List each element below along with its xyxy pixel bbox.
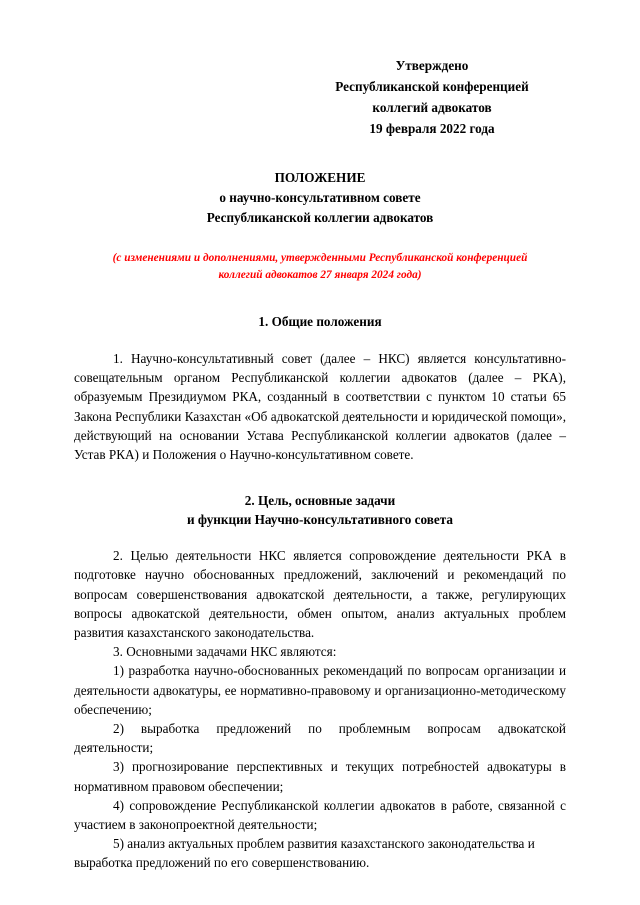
section-2-list-item-1: 1) разработка научно-обоснованных рекомендаций по вопросам организации и деятельности адвокатуры, ее нормативно-правовому и организационно-методическому обеспечению; xyxy=(74,663,566,717)
section-heading-2-line-2: и функции Научно-консультативного совета xyxy=(187,512,453,528)
document-subtitle-1: о научно-консультативном совете xyxy=(219,190,421,205)
section-heading-2-line-1: 2. Цель, основные задачи xyxy=(244,493,396,509)
approval-block xyxy=(298,55,566,139)
approval-line-3: коллегий адвокатов xyxy=(372,100,492,115)
amendment-note xyxy=(74,250,566,284)
section-heading-1: 1. Общие положения xyxy=(258,314,382,329)
approval-line-2: Республиканской конференцией xyxy=(335,79,529,94)
section-2-list-item-4: 4) сопровождение Республиканской коллегии адвокатов в работе, связанной с участием в законопроектной деятельности; xyxy=(74,797,566,833)
section-1-paragraph-1: 1. Научно-консультативный совет (далее – НКС) является консультативно-совещательным органом Республиканской коллегии адвокатов (далее – РКА), образуемым Президиумом РКА, созданный в соответствии с пунктом 10 статьи 65 Закона Республики Казахстан «Об адвокатской деятельности и юридической помощи», действующий на основании Устава Республиканской коллегии адвокатов (далее – Устав РКА) и Положения о Научно-консультативном совете. xyxy=(74,351,566,463)
document-title-block xyxy=(74,168,566,228)
approval-line-1: Утверждено xyxy=(395,58,469,73)
amendment-note-line-2: коллегий адвокатов 27 января 2024 года) xyxy=(218,269,422,281)
section-heading-2 xyxy=(74,491,566,529)
document-subtitle-2: Республиканской коллегии адвокатов xyxy=(206,210,434,225)
section-2-list-item-2: 2) выработка предложений по проблемным вопросам адвокатской деятельности; xyxy=(74,721,566,756)
amendment-note-line-1: (с изменениями и дополнениями, утвержденными Республиканской конференцией xyxy=(112,252,528,264)
section-2-list-item-3: 3) прогнозирование перспективных и текущих потребностей адвокатуры в нормативном правовом обеспечении; xyxy=(74,759,566,794)
section-2-paragraph-3: 3. Основными задачами НКС являются: xyxy=(113,644,337,660)
document-title: ПОЛОЖЕНИЕ xyxy=(274,170,366,185)
section-2-list-item-5: 5) анализ актуальных проблем развития казахстанского законодательства и выработка предложений по его совершенствованию. xyxy=(74,836,535,871)
document-content xyxy=(74,0,566,873)
section-2-paragraph-2: 2. Целью деятельности НКС является сопровождение деятельности РКА в подготовке научно обоснованных предложений, заключений и рекомендаций по вопросам совершенствования адвокатской деятельности, а также, регулирующих вопросы адвокатской деятельности, обмен опытом, анализ актуальных проблем развития казахстанского законодательства. xyxy=(74,548,566,641)
approval-line-4: 19 февраля 2022 года xyxy=(369,121,495,136)
